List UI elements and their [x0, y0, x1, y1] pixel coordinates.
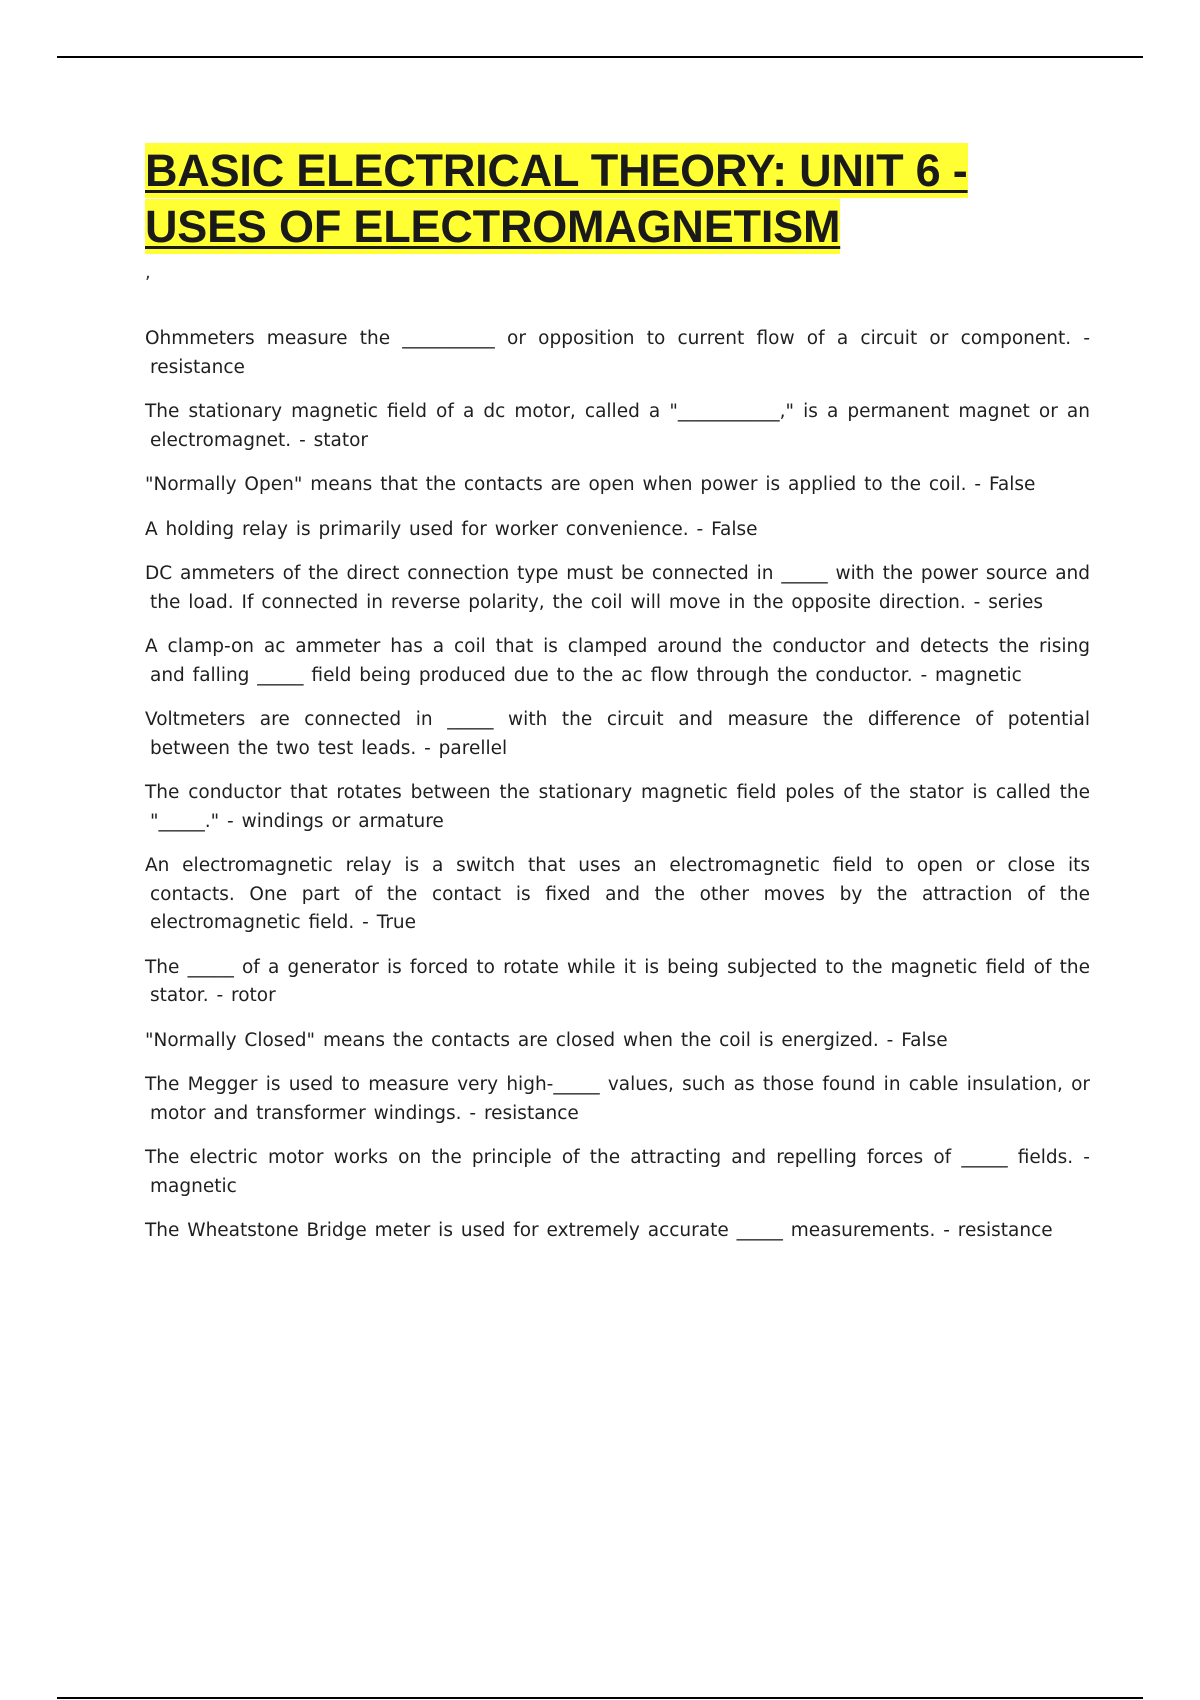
question-list [145, 325, 1090, 1246]
question-item: The stationary magnetic field of a dc motor, called a "___________," is a permanent magnet or an electromagnet. - stator [145, 401, 1090, 451]
question-item: A clamp-on ac ammeter has a coil that is clamped around the conductor and detects the rising and falling _____ field being produced due to the ac flow through the conductor. - magnetic [145, 636, 1090, 686]
document-body [145, 143, 1090, 1262]
question-item: The Wheatstone Bridge meter is used for extremely accurate _____ measurements. - resistance [145, 1220, 1053, 1241]
question-item: Voltmeters are connected in _____ with the circuit and measure the difference of potential between the two test leads. - parellel [145, 709, 1090, 759]
question-item: The electric motor works on the principle of the attracting and repelling forces of _____ fields. - magnetic [145, 1147, 1090, 1197]
document-title [145, 143, 1090, 255]
question-item: The conductor that rotates between the stationary magnetic field poles of the stator is called the "_____." - windings or armature [145, 782, 1090, 832]
question-item: An electromagnetic relay is a switch that uses an electromagnetic field to open or close its contacts. One part of the contact is fixed and the other moves by the attraction of the electromagnetic field. - True [145, 855, 1090, 933]
question-item: Ohmmeters measure the __________ or opposition to current flow of a circuit or component. - resistance [145, 328, 1090, 378]
question-item: The _____ of a generator is forced to rotate while it is being subjected to the magnetic field of the stator. - rotor [145, 956, 1090, 1006]
stray-mark: , [145, 262, 151, 283]
title-highlight: BASIC ELECTRICAL THEORY: UNIT 6 - USES OF ELECTROMAGNETISM [145, 145, 968, 252]
question-item: A holding relay is primarily used for worker convenience. - False [145, 518, 758, 540]
question-item: DC ammeters of the direct connection type must be connected in _____ with the power source and the load. If connected in reverse polarity, the coil will move in the opposite direction. - series [145, 563, 1091, 613]
top-rule [57, 56, 1143, 58]
question-item: "Normally Closed" means the contacts are closed when the coil is energized. - False [145, 1029, 948, 1051]
question-item: The Megger is used to measure very high-_____ values, such as those found in cable insulation, or motor and transformer windings. - resistance [145, 1074, 1090, 1124]
bottom-rule [57, 1697, 1143, 1699]
question-item: "Normally Open" means that the contacts are open when power is applied to the coil. - False [145, 474, 1036, 495]
